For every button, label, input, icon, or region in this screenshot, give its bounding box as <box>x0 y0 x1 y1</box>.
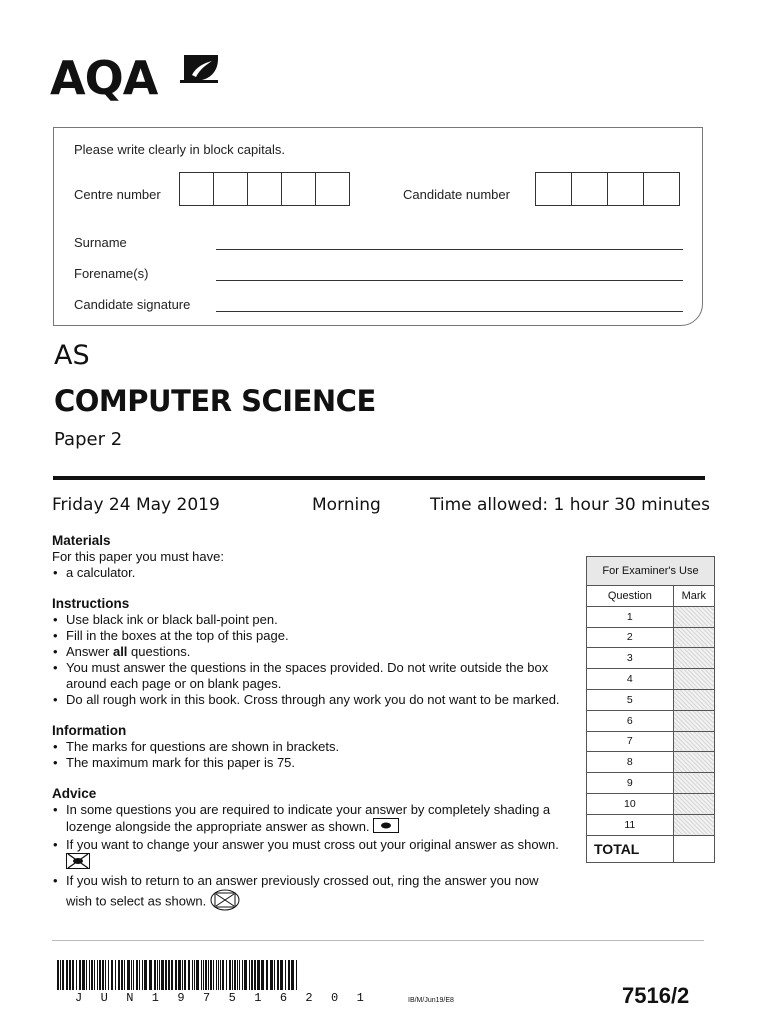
total-label: TOTAL <box>587 835 674 862</box>
materials-section <box>52 533 562 581</box>
question-number: 1 <box>587 606 674 627</box>
barcode-bar <box>102 960 104 990</box>
barcode-bar <box>115 960 116 990</box>
barcode-bar <box>136 960 138 990</box>
surname-label: Surname <box>74 235 127 250</box>
materials-item: • a calculator. <box>52 565 562 581</box>
total-mark-cell <box>673 835 714 862</box>
barcode-bar <box>203 960 204 990</box>
barcode-bar <box>213 960 214 990</box>
barcode-bar <box>165 960 167 990</box>
barcode-bar <box>196 960 199 990</box>
barcode-bar <box>99 960 101 990</box>
barcode-bar <box>86 960 87 990</box>
examiners-use-title: For Examiner's Use <box>587 557 715 586</box>
barcode-bar <box>244 960 247 990</box>
question-number: 8 <box>587 752 674 773</box>
barcode-bar <box>62 960 64 990</box>
barcode-bar <box>285 960 286 990</box>
subject-title: COMPUTER SCIENCE <box>54 384 376 418</box>
barcode-bar <box>171 960 173 990</box>
barcode-bar <box>57 960 59 990</box>
barcode-bar <box>79 960 81 990</box>
candidate-number-box[interactable] <box>535 172 572 206</box>
advice-item <box>52 837 562 873</box>
barcode-bar <box>239 960 240 990</box>
barcode-bar <box>222 960 224 990</box>
advice-item <box>52 873 562 915</box>
document-code: IB/M/Jun19/E8 <box>408 997 454 1004</box>
mark-cell <box>673 627 714 648</box>
advice-heading: Advice <box>52 786 97 801</box>
centre-number-box[interactable] <box>315 172 350 206</box>
barcode-bar <box>249 960 250 990</box>
barcode-bar <box>91 960 93 990</box>
barcode-bar <box>216 960 217 990</box>
centre-number-box[interactable] <box>213 172 248 206</box>
instruction-item: • You must answer the questions in the spaces provided. Do not write outside the box around each page or on blank pages. <box>52 660 562 692</box>
barcode-bar <box>257 960 260 990</box>
mark-cell <box>673 752 714 773</box>
advice-text: In some questions you are required to indicate your answer by completely shading a lozenge alongside the appropriate answer as shown. <box>66 802 551 834</box>
barcode-digits: J U N 1 9 7 5 1 6 2 0 1 <box>75 991 370 1005</box>
instruction-emphasis: all <box>112 644 128 659</box>
candidate-number-boxes[interactable] <box>536 172 680 206</box>
barcode-bar <box>157 960 158 990</box>
question-column-header: Question <box>587 586 674 607</box>
barcode-bar <box>184 960 186 990</box>
question-number: 6 <box>587 710 674 731</box>
question-number: 9 <box>587 773 674 794</box>
advice-section <box>52 786 562 915</box>
barcode-graphic <box>57 960 301 990</box>
signature-label: Candidate signature <box>74 297 191 312</box>
surname-line[interactable] <box>216 249 683 250</box>
barcode-bar <box>291 960 294 990</box>
materials-heading: Materials <box>52 533 111 548</box>
barcode-bar <box>270 960 273 990</box>
barcode-bar <box>175 960 177 990</box>
barcode-bar <box>82 960 85 990</box>
barcode-bar <box>94 960 95 990</box>
mark-cell <box>673 773 714 794</box>
question-number: 5 <box>587 689 674 710</box>
barcode-bar <box>201 960 202 990</box>
barcode-bar <box>232 960 233 990</box>
mark-cell <box>673 710 714 731</box>
mark-cell <box>673 689 714 710</box>
instruction-text: questions. <box>127 644 191 659</box>
barcode-bar <box>208 960 209 990</box>
barcode-bar <box>254 960 256 990</box>
advice-text: If you wish to return to an answer previously crossed out, ring the answer you now wish to select as shown. <box>66 873 539 909</box>
barcode-bar <box>69 960 71 990</box>
barcode-bar <box>178 960 181 990</box>
centre-number-boxes[interactable] <box>180 172 350 206</box>
barcode-bar <box>288 960 290 990</box>
barcode-bar <box>142 960 143 990</box>
barcode-bar <box>139 960 140 990</box>
barcode-bar <box>144 960 147 990</box>
signature-line[interactable] <box>216 311 683 312</box>
question-number: 10 <box>587 793 674 814</box>
barcode-bar <box>66 960 68 990</box>
barcode-bar <box>274 960 275 990</box>
barcode-bar <box>133 960 134 990</box>
barcode-bar <box>89 960 90 990</box>
barcode-bar <box>154 960 156 990</box>
barcode-bar <box>229 960 231 990</box>
centre-number-label: Centre number <box>74 187 161 202</box>
footer-rule <box>52 940 704 941</box>
question-number: 2 <box>587 627 674 648</box>
centre-number-box[interactable] <box>281 172 316 206</box>
barcode-bar <box>131 960 132 990</box>
instructions-column <box>52 533 562 915</box>
mark-cell <box>673 606 714 627</box>
barcode-bar <box>124 960 125 990</box>
instruction-item: • Use black ink or black ball-point pen. <box>52 612 562 628</box>
candidate-number-label: Candidate number <box>403 187 510 202</box>
barcode-bar <box>97 960 98 990</box>
barcode-bar <box>194 960 195 990</box>
barcode-bar <box>266 960 268 990</box>
centre-number-box[interactable] <box>247 172 282 206</box>
barcode-bar <box>60 960 61 990</box>
barcode-bar <box>237 960 238 990</box>
barcode-bar <box>105 960 106 990</box>
barcode-bar <box>182 960 183 990</box>
instructions-section <box>52 596 562 708</box>
information-item: • The maximum mark for this paper is 75. <box>52 755 562 771</box>
barcode-bar <box>218 960 219 990</box>
paper-title: Paper 2 <box>54 429 123 450</box>
barcode-bar <box>159 960 160 990</box>
barcode-bar <box>111 960 113 990</box>
leaf-icon <box>180 55 218 85</box>
barcode-bar <box>168 960 170 990</box>
instruction-text: Answer <box>66 644 113 659</box>
barcode-bar <box>108 960 109 990</box>
paper-code: 7516/2 <box>622 983 690 1008</box>
time-allowed: Time allowed: 1 hour 30 minutes <box>430 495 710 515</box>
mark-cell <box>673 731 714 752</box>
barcode <box>57 960 301 995</box>
exam-session: Morning <box>312 495 381 515</box>
barcode-bar <box>226 960 227 990</box>
candidate-number-box[interactable] <box>571 172 608 206</box>
instructions-heading: Instructions <box>52 596 130 611</box>
exam-date: Friday 24 May 2019 <box>52 495 220 515</box>
mark-cell <box>673 814 714 835</box>
ringed-lozenge-icon <box>210 889 240 915</box>
shaded-lozenge-icon <box>373 818 399 837</box>
barcode-bar <box>220 960 221 990</box>
barcode-bar <box>76 960 77 990</box>
barcode-bar <box>72 960 74 990</box>
question-number: 11 <box>587 814 674 835</box>
barcode-bar <box>261 960 264 990</box>
barcode-bar <box>127 960 130 990</box>
barcode-bar <box>251 960 253 990</box>
instruction-item: • Fill in the boxes at the top of this page. <box>52 628 562 644</box>
barcode-bar <box>277 960 279 990</box>
barcode-bar <box>296 960 297 990</box>
logo-text: AQA <box>50 51 158 105</box>
barcode-bar <box>149 960 152 990</box>
candidate-number-box[interactable] <box>607 172 644 206</box>
information-item: • The marks for questions are shown in brackets. <box>52 739 562 755</box>
aqa-logo <box>50 51 158 105</box>
forenames-line[interactable] <box>216 280 683 281</box>
block-capitals-instruction: Please write clearly in block capitals. <box>74 142 285 157</box>
barcode-bar <box>188 960 190 990</box>
barcode-bar <box>205 960 207 990</box>
barcode-bar <box>118 960 120 990</box>
barcode-bar <box>161 960 164 990</box>
crossed-lozenge-icon <box>66 853 90 873</box>
instruction-item: • Do all rough work in this book. Cross through any work you do not want to be marked. <box>52 692 562 708</box>
qualification-level: AS <box>54 340 90 371</box>
information-heading: Information <box>52 723 127 738</box>
mark-cell <box>673 669 714 690</box>
title-rule <box>53 476 705 480</box>
barcode-bar <box>192 960 193 990</box>
candidate-number-box[interactable] <box>643 172 680 206</box>
barcode-bar <box>242 960 243 990</box>
advice-item <box>52 802 562 837</box>
advice-text: If you want to change your answer you must cross out your original answer as shown. <box>66 837 559 852</box>
mark-cell <box>673 648 714 669</box>
mark-cell <box>673 793 714 814</box>
barcode-bar <box>210 960 212 990</box>
barcode-bar <box>280 960 283 990</box>
question-number: 4 <box>587 669 674 690</box>
instruction-item <box>52 644 562 660</box>
question-number: 7 <box>587 731 674 752</box>
examiners-use-table <box>586 556 715 863</box>
forenames-label: Forename(s) <box>74 266 149 281</box>
centre-number-box[interactable] <box>179 172 214 206</box>
materials-intro: For this paper you must have: <box>52 549 224 564</box>
information-section <box>52 723 562 771</box>
mark-column-header: Mark <box>673 586 714 607</box>
question-number: 3 <box>587 648 674 669</box>
barcode-bar <box>234 960 236 990</box>
barcode-bar <box>121 960 123 990</box>
